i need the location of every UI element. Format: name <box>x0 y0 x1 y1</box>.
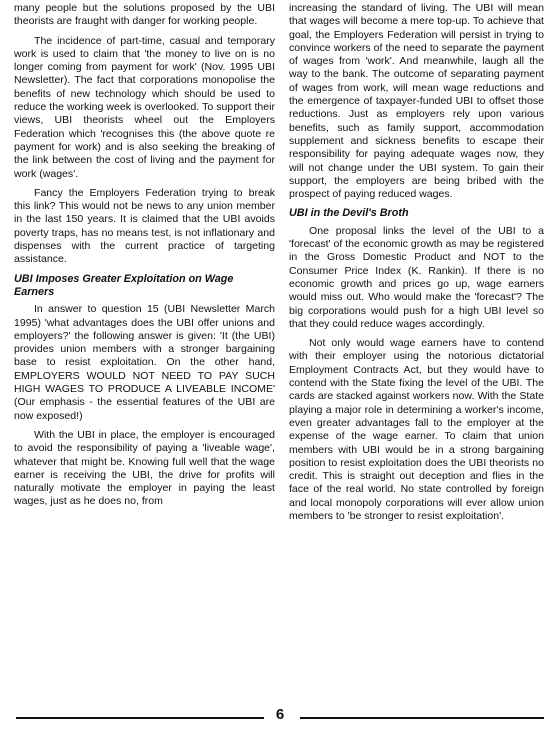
left-paragraph-4: In answer to question 15 (UBI Newsletter March 1995) 'what advantages does the UBI offer unions and employers?' the following answer is given: 'It (the UBI) provides union members with a stronger bargaining base to resist exploitation. On the other hand, EMPLOYERS WOULD NOT NEED TO PAY SUCH HIGH WAGES TO PRODUCE A LIVEABLE INCOME' (Our emphasis - the essential features of the UBI are now exposed!) <box>14 303 275 422</box>
left-paragraph-2: The incidence of part-time, casual and temporary work is used to claim that 'the money to live on is no longer coming from payment for work' (Nov. 1995 UBI Newsletter). The fact that corporations monopolise the benefits of new technology which should be used to reduce the working week is overlooked. To support their views, UBI theorists wheel out the Employers Federation which 'recognises this (the above quote re payment for work) and is also seeking the breaking of the link between the cost of living and the payment for work (wages'. <box>14 34 275 180</box>
page-number: 6 <box>275 706 285 723</box>
right-paragraph-1: increasing the standard of living. The UBI will mean that wages will become a mere top-up. To achieve that goal, the Employers Federation will persist in trying to convince workers of the need to separate the payment of wages from 'work'. And meanwhile, laugh all the way to the bank. The outcome of separating payment of wages from work, will mean wage reductions and the emergence of taxpayer-funded UBI to offset those reductions. Just as employers rely upon various benefits, such as family support, accommodation supplement and sickness benefits to escape their responsibility for paying adequate wages now, they will not change under the UBI system. To gain their support, the employers are being bribed with the prospect of paying reduced wages. <box>289 2 544 201</box>
right-paragraph-3: Not only would wage earners have to contend with their employer using the notorious dictatorial Employment Contracts Act, but they would have to contend with the State fixing the level of the UBI. The cards are stacked against workers now. With the State playing a major role in determining a worker's income, even greater advantages fall to the employer at the expense of the wage earner. To claim that union members with UBI would be in a strong bargaining position to resist exploitation does the UBI theorists no credit. This is straight out deception and flies in the face of the real world. No state controlled by foreign and local monopoly corporations will ever allow union members to 'be stronger to resist exploitation'. <box>289 337 544 522</box>
right-column <box>289 2 544 529</box>
footer-rule-right <box>300 717 544 719</box>
page-footer <box>0 706 560 726</box>
section-heading-exploitation: UBI Imposes Greater Exploitation on Wage Earners <box>14 272 234 298</box>
left-column <box>14 2 275 515</box>
left-paragraph-5: With the UBI in place, the employer is encouraged to avoid the responsibility of paying a 'liveable wage', whatever that might be. Knowing full well that the wage earner is receiving the UBI, the drive for profits will naturally motivate the employer in paying the least wages, just as he does no, from <box>14 428 275 508</box>
left-paragraph-1: many people but the solutions proposed by the UBI theorists are fraught with danger for working people. <box>14 2 275 28</box>
footer-rule-left <box>16 717 264 719</box>
right-paragraph-2: One proposal links the level of the UBI to a 'forecast' of the economic growth as may be registered in the Gross Domestic Product and NOT to the Consumer Price Index (K. Rankin). If there is no economic growth and prices go up, wage earners would miss out. Who would make the 'forecast'? The big corporations would push for a high UBI level so that they could reduce wages accordingly. <box>289 224 544 330</box>
section-heading-devils-broth: UBI in the Devil's Broth <box>289 207 409 220</box>
left-paragraph-3: Fancy the Employers Federation trying to break this link? This would not be news to any union member in the last 150 years. It is claimed that the UBI avoids poverty traps, has no means test, is not inflationary and dispenses with the current practice of targeting assistance. <box>14 186 275 266</box>
